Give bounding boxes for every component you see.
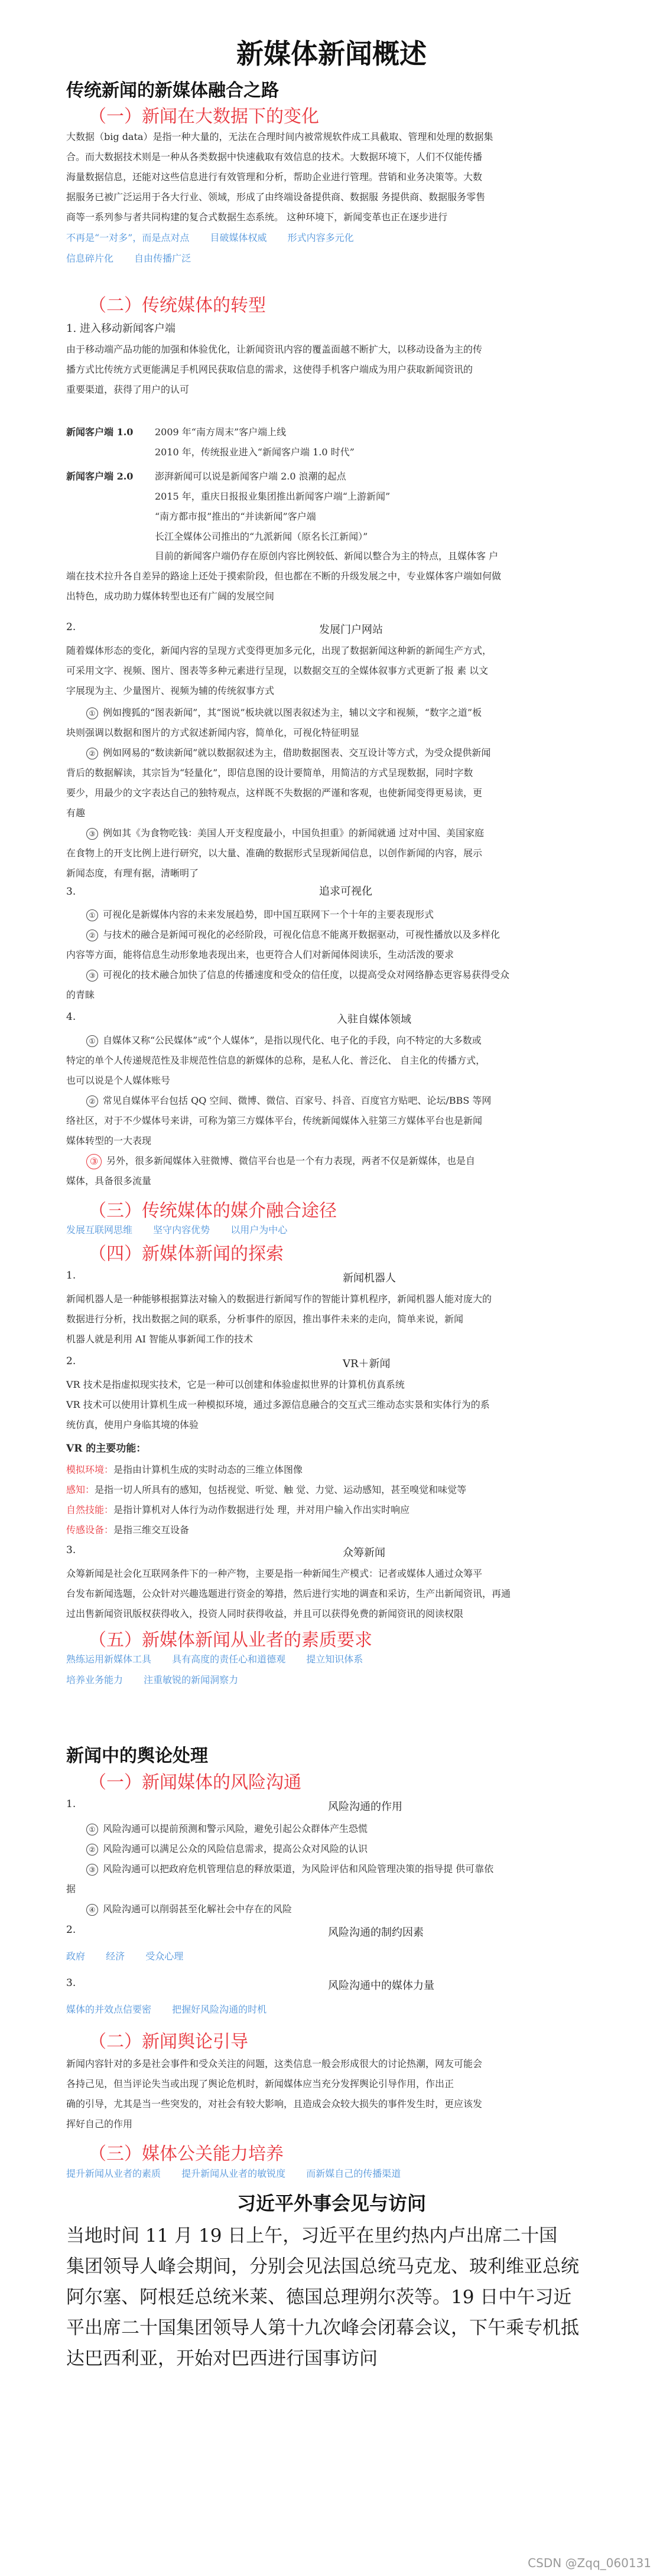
subsection-paragraph: 由于移动端产品功能的加强和体验优化，让新闻资讯内容的覆盖面越不断扩大，以移动设备为主的传 播方式比传统方式更能满足手机网民获取信息的需求，这使得手机客户端成为用户获取新闻资讯的 重要渠道，获得了用户的认可 <box>66 344 483 395</box>
section-3-tags <box>66 1222 305 1236</box>
section-1-tags-row2 <box>66 251 209 265</box>
part2-heading: 新闻中的舆论处理 <box>66 1746 208 1766</box>
subsection-title: 风险沟通的制约因素 <box>328 1926 424 1939</box>
tag: 政府 <box>66 1951 86 1962</box>
subsection-title: 众筹新闻 <box>343 1547 385 1559</box>
tag: 提立知识体系 <box>306 1654 363 1665</box>
tag: 信息碎片化 <box>66 253 114 264</box>
section-4-title: （四）新媒体新闻的探索 <box>89 1244 284 1264</box>
tag: 自由传播广泛 <box>134 253 191 264</box>
client-1-0-list: 新闻客户端 1.0 2009 年“南方周末”客户端上线 2010 年，传统报业进入“新闻客户端 1.0 时代” <box>66 426 355 458</box>
section-5-title: （五）新媒体新闻从业者的素质要求 <box>89 1630 372 1651</box>
subsection-number: 3. <box>66 1977 76 1989</box>
tag: 培养业务能力 <box>66 1674 124 1685</box>
subsection-number: 3. <box>66 886 76 898</box>
section-5-tags <box>66 1652 381 1665</box>
tag: 注重敏锐的新闻洞察力 <box>144 1674 239 1685</box>
subsection-title: 新闻机器人 <box>343 1272 396 1284</box>
tag: 媒体的并效点信要密 <box>66 2004 152 2015</box>
risk-section-title: （一）新闻媒体的风险沟通 <box>89 1772 301 1793</box>
news-robot-paragraph: 新闻机器人是一种能够根据算法对输入的数据进行新闻写作的智能计算机程序，新闻机器人能对庞大的 数据进行分析，找出数据之间的联系，分析事件的原因，推出事件未来的走向，简单来说，新闻 机器人就是利用 AI 智能从事新闻工作的技术 <box>66 1293 492 1345</box>
subsection-number: 1. <box>66 1798 76 1810</box>
risk-functions-list: ① 风险沟通可以提前预测和警示风险，避免引起公众群体产生恐慌 ② 风险沟通可以满足公众的风险信息需求，提高公众对风险的认识 ③ 风险沟通可以把政府危机管理信息的释放渠道，为风险评估和风险管理决策的指导提 供可靠依 据 ④ 风险沟通可以削弱甚至化解社会中存在的风险 <box>66 1823 494 1915</box>
subsection-title: VR＋新闻 <box>343 1358 391 1370</box>
section-1-tags <box>66 230 372 244</box>
vr-news-paragraph: VR 技术是指虚拟现实技术，它是一种可以创建和体验虚拟世界的计算机仿真系统 VR 技术可以使用计算机生成一种模拟环境，通过多源信息融合的交互式三维动态实景和实体行为的系 统仿真，使用户身临其境的体验 <box>66 1379 490 1430</box>
vr-features-list: 模拟环境：是指由计算机生成的实时动态的三维立体图像 感知：是指一切人所具有的感知，包括视觉、听觉、触 觉、力觉、运动感知，甚至嗅觉和味觉等 自然技能：是指计算机对人体行为动作数据进行处 理，并对用户输入作出实时响应 传感设备：是指三维交互设备 <box>66 1464 467 1535</box>
tag: 提升新闻从业者的敏锐度 <box>181 2168 286 2179</box>
news-title: 习近平外事会见与访问 <box>236 2192 426 2215</box>
subsection-title: 风险沟通中的媒体力量 <box>328 1980 434 1992</box>
client-2-0-paragraph: 目前的新闻客户端仍存在原创内容比例较低、新闻以整合为主的特点，且媒体客 户 端在技术拉升各自差异的路途上还处于摸索阶段，但也都在不断的升级发展之中，专业媒体客户端如何做 出特色，成功助力媒体转型也还有广阔的发展空间 <box>66 550 502 602</box>
client-2-0-list: 新闻客户端 2.0 澎湃新闻可以说是新闻客户端 2.0 浪潮的起点 2015 年，重庆日报报业集团推出新闻客户端“上游新闻” “南方都市报”推出的“并读新闻”客户端 长江全媒体公司推出的“九派新闻（原名长江新闻）” <box>66 471 391 542</box>
subsection-number: 1. <box>66 1270 76 1282</box>
portal-examples: ① 例如搜狐的“图表新闻”，其“图说”板块就以图表叙述为主，辅以文字和视频，“数字之道”板 块则强调以数据和图片的方式叙述新闻内容，简单化，可视化特征明显 ② 例如网易的“数读新闻”就以数据叙述为主，借助数据图表、交互设计等方式，为受众提供新闻 背后的数据解读，其宗旨为“轻量化”，即信息图的设计要简单，用简洁的方式呈现数据，同时字数 要少，用最少的文字表达自己的独特观点，这样既不失数据的严谨和客观，也使新闻变得更易读，更 有趣 ③ 例如其《为食物吃钱：美国人开支程度最小，中国负担重》的新闻就通 过对中国、美国家庭 在食物上的开支比例上进行研究，以大量、准确的数据形式呈现新闻信息，以创作新闻的内容，展示 新闻态度，有理有据，清晰明了 <box>66 707 491 879</box>
subsection-number: 3. <box>66 1544 76 1556</box>
subsection-paragraph: 随着媒体形态的变化，新闻内容的呈现方式变得更加多元化，出现了数据新闻这种新的新闻生产方式， 可采用文字、视频、图片、图表等多种元素进行呈现，以数据交互的全媒体叙事方式更新了报 素 以文 字展现为主、少量图片、视频为辅的传统叙事方式 <box>66 645 492 696</box>
document-title: 新媒体新闻概述 <box>236 38 427 70</box>
section-1-paragraph: 大数据（big data）是指一种大量的，无法在合理时间内被常规软件成工具截取、管理和处理的数据集 合。而大数据技术则是一种从各类数据中快速截取有效信息的技术。大数据环境下，人们不仅能传播 海量数据信息，还能对这些信息进行有效管理和分析，帮助企业进行管理。营销和业务决策等。大数 据服务已被广泛运用于各大行业、领域，形成了由终端设备提供商、数据服 务提供商、数据服务零售 商等一系列参与者共同构建的复合式数据生态系统。 这种环境下，新闻变革也正在逐步进行 <box>66 131 493 223</box>
tag: 具有高度的责任心和道德观 <box>172 1654 286 1665</box>
section-3-title: （三）传统媒体的媒介融合途径 <box>89 1201 337 1221</box>
tag: 而新媒自己的传播渠道 <box>306 2168 401 2179</box>
tag: 以用户为中心 <box>230 1224 288 1235</box>
tag: 形式内容多元化 <box>287 232 354 243</box>
self-media-list: ① 自媒体又称“公民媒体”或“个人媒体”，是指以现代化、电子化的手段，向不特定的大多数或 特定的单个人传递规范性及非规范性信息的新媒体的总称，是私人化、普泛化、 自主化的传播方式， 也可以说是个人媒体账号 ② 常见自媒体平台包括 QQ 空间、微博、微信、百家号、抖音、百度官方贴吧、论坛/BBS 等网 络社区，对于不少媒体号来讲，可称为第三方媒体平台，传统新闻媒体入驻第三方媒体平台也是新闻 媒体转型的一大表现 ③ 另外，很多新闻媒体入驻微博、微信平台也是一个有力表现，两者不仅是新媒体，也是自 媒体，具备很多流量 <box>66 1035 492 1186</box>
section-1-title: （一）新闻在大数据下的变化 <box>89 106 319 127</box>
constraint-tags <box>66 1949 201 1962</box>
watermark: CSDN @Zqq_060131 <box>528 2556 651 2570</box>
tag: 目破媒体权威 <box>210 232 267 243</box>
crowdfunding-paragraph: 众筹新闻是社会化互联网条件下的一种产物，主要是指一种新闻生产模式：记者或媒体人通过众筹平 台发布新闻选题，公众针对兴趣选题进行资金的筹措，然后进行实地的调查和采访，生产出新闻资讯，再通 过出售新闻资讯版权获得收入，投资人同时获得收益，并且可以获得免费的新闻资讯的阅读权限 <box>66 1568 511 1619</box>
media-power-tags <box>66 2002 284 2016</box>
pr-section-title: （三）媒体公关能力培养 <box>89 2144 284 2164</box>
subsection-number: 2. <box>66 1355 76 1367</box>
section-2-title: （二）传统媒体的转型 <box>89 295 266 316</box>
pr-tags <box>66 2166 418 2180</box>
tag: 把握好风险沟通的时机 <box>172 2004 267 2015</box>
subsection-title: 追求可视化 <box>319 885 372 898</box>
subsection-number: 4. <box>66 1011 76 1023</box>
tag: 发展互联网思维 <box>66 1224 133 1235</box>
tag: 提升新闻从业者的素质 <box>66 2168 161 2179</box>
tag: 坚守内容优势 <box>153 1224 210 1235</box>
tag: 受众心理 <box>145 1951 184 1962</box>
tag: 熟练运用新媒体工具 <box>66 1654 152 1665</box>
tag: 不再是“一对多”，而是点对点 <box>66 232 190 243</box>
subsection-title: 发展门户网站 <box>319 624 383 636</box>
news-body: 当地时间 11 月 19 日上午，习近平在里约热内卢出席二十国 集团领导人峰会期间，分别会见法国总统马克龙、玻利维亚总统 阿尔塞、阿根廷总统米莱、德国总理朔尔茨等。19 日中午习近 平出席二十国集团领导人第十九次峰会闭幕会议，下午乘专机抵 达巴西利亚，开始对巴西进行国事访问 <box>66 2225 579 2369</box>
opinion-paragraph: 新闻内容针对的多是社会事件和受众关注的问题，这类信息一般会形成很大的讨论热潮，网友可能会 各持己见，但当评论失当或出现了舆论危机时，新闻媒体应当充分发挥舆论引导作用，作出正 确的引导，尤其是当一些突发的，对社会有较大影响，且造成会众较大损失的事件发生时，更应该发 挥好自己的作用 <box>66 2058 483 2130</box>
section-5-tags-row2 <box>66 1672 256 1686</box>
subsection-number: 2. <box>66 1924 76 1936</box>
vr-features-title: VR 的主要功能： <box>66 1443 147 1455</box>
subsection-title: 风险沟通的作用 <box>328 1801 402 1813</box>
visualization-list: ① 可视化是新媒体内容的未来发展趋势，即中国互联网下一个十年的主要表现形式 ② 与技术的融合是新闻可视化的必经阶段，可视化信息不能离开数据驱动，可视性播放以及多样化 内容等方面，能将信息生动形象地表现出来，也更符合人们对新闻体阅读乐，生动活泼的要求 ③ 可视化的技术融合加快了信息的传播速度和受众的信任度，以提高受众对网络静态更容易获得受众 的青睐 <box>66 909 510 1000</box>
subsection-number: 2. <box>66 621 76 633</box>
subsection-title: 入驻自媒体领域 <box>337 1013 411 1026</box>
part1-heading: 传统新闻的新媒体融合之路 <box>66 80 279 101</box>
subsection-title: 1. 进入移动新闻客户端 <box>66 322 176 335</box>
opinion-section-title: （二）新闻舆论引导 <box>89 2032 248 2052</box>
tag: 经济 <box>106 1951 125 1962</box>
